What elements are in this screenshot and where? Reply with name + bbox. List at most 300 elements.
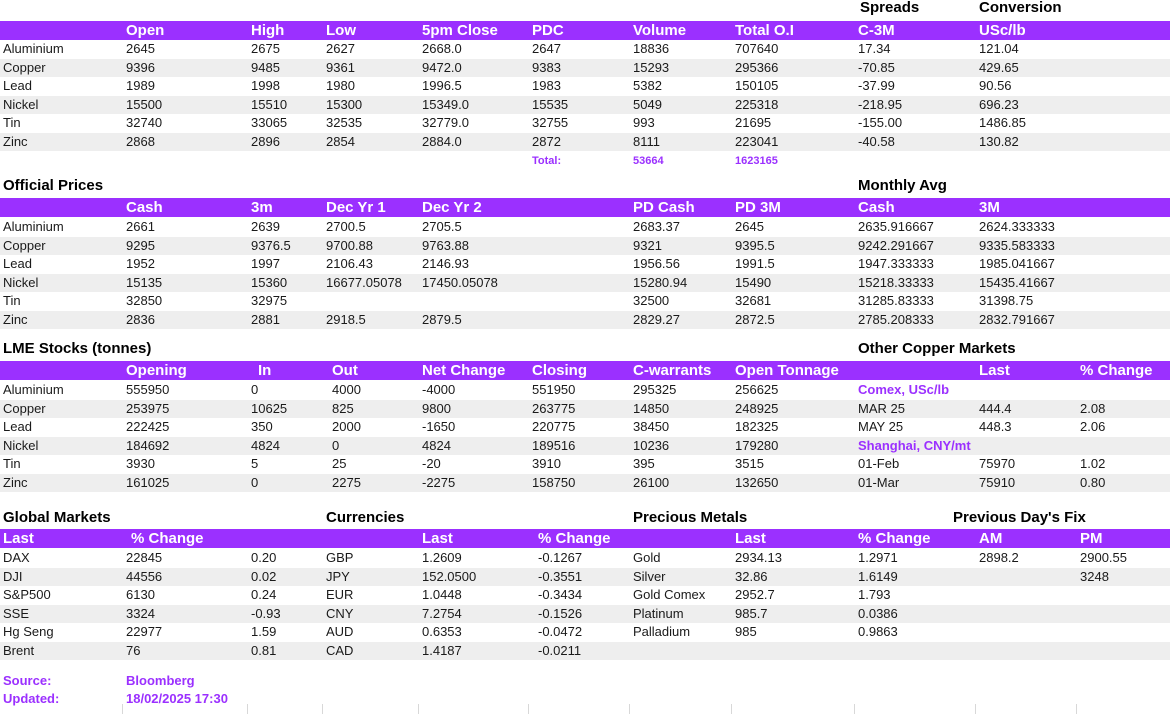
- table-cell: 1952: [126, 256, 155, 271]
- table-cell: 9361: [326, 59, 355, 75]
- table-cell: 10625: [251, 400, 288, 416]
- table-cell: 1985.041667: [979, 256, 1055, 271]
- table-cell: 15293: [633, 59, 670, 75]
- table-cell: 2705.5: [422, 219, 462, 234]
- table-cell-last: 44556: [126, 568, 163, 584]
- table-cell: 31285.83333: [858, 293, 934, 308]
- column-header: Open: [126, 22, 165, 39]
- table-cell: 121.04: [979, 41, 1019, 56]
- table-cell-metal: Silver: [633, 568, 666, 584]
- table-cell: 184692: [126, 437, 170, 453]
- table-cell: 2872.5: [735, 311, 775, 327]
- table-cell-cchg: -0.1267: [538, 550, 583, 565]
- table-cell-chg: 0.81: [251, 642, 277, 658]
- source-label: Source:: [3, 673, 52, 688]
- table-cell: 1991.5: [735, 256, 775, 271]
- table-cell-cchg: -0.0472: [538, 624, 583, 639]
- table-cell: 32535: [326, 115, 363, 130]
- table-cell-mlast: 2934.13: [735, 550, 782, 565]
- metal-name: Lead: [3, 78, 32, 93]
- market-group-label: Comex, USc/lb: [858, 382, 950, 397]
- column-header: % Change: [858, 530, 931, 547]
- metal-name: Nickel: [3, 274, 39, 290]
- table-cell-last: 22977: [126, 624, 163, 639]
- table-row: [0, 455, 1170, 474]
- spreads-title: Spreads: [860, 0, 920, 16]
- column-header: 5pm Close: [422, 22, 498, 39]
- table-row: [0, 237, 1170, 256]
- table-cell: 3910: [532, 456, 561, 471]
- table-row: [0, 437, 1170, 456]
- table-row: [0, 59, 1170, 78]
- metal-name: Nickel: [3, 437, 39, 453]
- table-cell-chg: 0.20: [251, 550, 277, 565]
- table-row: [0, 96, 1170, 115]
- table-cell: 15435.41667: [979, 274, 1055, 290]
- table-row: [0, 586, 1170, 605]
- table-cell: 4824: [422, 437, 451, 453]
- table-cell: 0: [251, 474, 259, 490]
- table-cell: 158750: [532, 474, 576, 490]
- table-cell: 2868: [126, 133, 155, 149]
- table-row: [0, 549, 1170, 568]
- grid-line: [322, 704, 323, 714]
- table-cell-mchg: 1.793: [858, 587, 891, 602]
- table-cell: 18836: [633, 41, 670, 56]
- table-cell: 150105: [735, 78, 779, 93]
- table-cell: 2879.5: [422, 311, 462, 327]
- table-cell: 15510: [251, 96, 288, 112]
- table-cell: -40.58: [858, 133, 895, 149]
- table-cell: 90.56: [979, 78, 1012, 93]
- table-cell: 1997: [251, 256, 280, 271]
- table-cell-pm: 3248: [1080, 568, 1109, 584]
- table-cell: 9242.291667: [858, 237, 934, 253]
- lme-stocks-title: LME Stocks (tonnes): [3, 340, 152, 357]
- column-header: In: [258, 362, 272, 379]
- table-cell: 32975: [251, 293, 288, 308]
- metal-name: Tin: [3, 456, 21, 471]
- table-row: [0, 311, 1170, 330]
- table-cell: 395: [633, 456, 655, 471]
- table-cell: 32740: [126, 115, 163, 130]
- updated-value: 18/02/2025 17:30: [126, 691, 228, 706]
- grid-line: [418, 704, 419, 714]
- table-cell: 2785.208333: [858, 311, 934, 327]
- grid-line: [731, 704, 732, 714]
- column-header: Dec Yr 2: [422, 199, 482, 216]
- table-cell: 263775: [532, 400, 576, 416]
- market-last: 444.4: [979, 400, 1012, 416]
- metal-name: Nickel: [3, 96, 39, 112]
- total-label: Total:: [532, 155, 562, 167]
- table-cell: 9376.5: [251, 237, 291, 253]
- table-cell: 5049: [633, 96, 662, 112]
- table-cell: 32779.0: [422, 115, 469, 130]
- table-cell-clast: 0.6353: [422, 624, 462, 639]
- table-cell-cchg: -0.0211: [538, 642, 582, 658]
- global-markets-title: Global Markets: [3, 509, 111, 526]
- table-cell: 2896: [251, 133, 280, 149]
- market-group-label: Shanghai, CNY/mt: [858, 437, 971, 453]
- table-row: [0, 418, 1170, 437]
- column-header: AM: [979, 530, 1003, 547]
- table-cell: 15349.0: [422, 96, 469, 112]
- table-cell: 10236: [633, 437, 670, 453]
- table-cell: 9335.583333: [979, 237, 1055, 253]
- table-cell: 16677.05078: [326, 274, 402, 290]
- table-row: [0, 623, 1170, 642]
- column-header: 3m: [251, 199, 273, 216]
- source-value: Bloomberg: [126, 673, 195, 688]
- table-row: [0, 77, 1170, 96]
- table-cell-idx: DJI: [3, 568, 23, 584]
- table-cell-mlast: 32.86: [735, 568, 768, 584]
- metal-name: Tin: [3, 293, 21, 308]
- table-cell: 2275: [332, 474, 361, 490]
- table-cell: 161025: [126, 474, 170, 490]
- table-row: [0, 292, 1170, 311]
- table-cell: 551950: [532, 382, 576, 397]
- metal-name: Aluminium: [3, 41, 64, 56]
- column-header: Opening: [126, 362, 187, 379]
- table-cell: 555950: [126, 382, 170, 397]
- table-cell-mchg: 1.2971: [858, 550, 898, 565]
- metal-name: Zinc: [3, 311, 28, 327]
- table-cell-am: 2898.2: [979, 550, 1019, 565]
- table-cell: -37.99: [858, 78, 895, 93]
- table-cell-clast: 152.0500: [422, 568, 477, 584]
- table-cell-mlast: 2952.7: [735, 587, 775, 602]
- table-cell: 14850: [633, 400, 670, 416]
- column-header: PD 3M: [735, 199, 781, 216]
- table-cell: -1650: [422, 419, 456, 434]
- table-row: [0, 114, 1170, 133]
- column-header: % Change: [131, 530, 204, 547]
- table-cell-cur: CNY: [326, 605, 354, 621]
- table-cell: 33065: [251, 115, 288, 130]
- table-cell: 2635.916667: [858, 219, 934, 234]
- table-cell: -4000: [422, 382, 456, 397]
- table-cell: 295366: [735, 59, 779, 75]
- metal-name: Lead: [3, 419, 32, 434]
- table-cell: 9383: [532, 59, 561, 75]
- table-cell: 2884.0: [422, 133, 462, 149]
- column-header: C-warrants: [633, 362, 712, 379]
- table-cell: -20: [422, 456, 441, 471]
- table-cell: 17.34: [858, 41, 891, 56]
- grid-line: [528, 704, 529, 714]
- table-cell: 1989: [126, 78, 155, 93]
- market-contract: 01-Mar: [858, 474, 900, 490]
- table-cell: 222425: [126, 419, 170, 434]
- table-cell: 2854: [326, 133, 355, 149]
- table-cell-cchg: -0.1526: [538, 605, 583, 621]
- table-row: [0, 381, 1170, 400]
- table-row: [0, 568, 1170, 587]
- table-cell: 9763.88: [422, 237, 469, 253]
- market-change: 2.06: [1080, 419, 1106, 434]
- table-cell-mlast: 985.7: [735, 605, 768, 621]
- table-cell: 25: [332, 456, 347, 471]
- market-change: 0.80: [1080, 474, 1106, 490]
- table-cell: 9485: [251, 59, 280, 75]
- table-cell: 9395.5: [735, 237, 775, 253]
- table-cell: 32681: [735, 293, 772, 308]
- table-cell: 2668.0: [422, 41, 462, 56]
- column-header: C-3M: [858, 22, 895, 39]
- table-cell: 220775: [532, 419, 576, 434]
- table-cell: 2881: [251, 311, 280, 327]
- table-row: [0, 255, 1170, 274]
- column-header: % Change: [1080, 362, 1153, 379]
- metal-name: Lead: [3, 256, 32, 271]
- table-cell: 350: [251, 419, 273, 434]
- table-cell: 825: [332, 400, 354, 416]
- table-cell-clast: 1.0448: [422, 587, 462, 602]
- market-contract: 01-Feb: [858, 456, 900, 471]
- table-cell: 4000: [332, 382, 361, 397]
- column-header: Last: [422, 530, 453, 547]
- table-cell: 2645: [735, 219, 764, 234]
- table-cell-cur: CAD: [326, 642, 354, 658]
- table-cell-cchg: -0.3434: [538, 587, 583, 602]
- market-change: 1.02: [1080, 456, 1106, 471]
- table-cell-mchg: 0.0386: [858, 605, 898, 621]
- table-cell: -70.85: [858, 59, 895, 75]
- table-cell-cchg: -0.3551: [538, 568, 583, 584]
- table-cell-pm: 2900.55: [1080, 550, 1127, 565]
- table-cell: 15280.94: [633, 274, 688, 290]
- table-cell: 2683.37: [633, 219, 680, 234]
- table-cell-clast: 1.2609: [422, 550, 462, 565]
- table-cell-chg: 1.59: [251, 624, 277, 639]
- table-cell: -2275: [422, 474, 456, 490]
- table-cell-cur: AUD: [326, 624, 354, 639]
- table-cell: 8111: [633, 133, 660, 149]
- previous-fix-title: Previous Day's Fix: [953, 509, 1086, 526]
- table-cell: 189516: [532, 437, 576, 453]
- table-cell-chg: -0.93: [251, 605, 281, 621]
- table-cell: 32500: [633, 293, 670, 308]
- table-cell: 1996.5: [422, 78, 462, 93]
- table-cell: 429.65: [979, 59, 1019, 75]
- grid-line: [629, 704, 630, 714]
- column-header: Cash: [858, 199, 895, 216]
- table-cell: 9321: [633, 237, 662, 253]
- table-cell: 295325: [633, 382, 677, 397]
- updated-label: Updated:: [3, 691, 60, 706]
- table-cell-clast: 1.4187: [422, 642, 462, 658]
- column-header: Dec Yr 1: [326, 199, 386, 216]
- column-header: Closing: [532, 362, 587, 379]
- table-cell: 17450.05078: [422, 274, 498, 290]
- table-cell: 2000: [332, 419, 361, 434]
- table-cell: 32755: [532, 115, 569, 130]
- prices-header-row: [0, 21, 1170, 40]
- column-header: Last: [979, 362, 1010, 379]
- monthly-avg-title: Monthly Avg: [858, 177, 947, 194]
- table-cell-chg: 0.02: [251, 568, 277, 584]
- table-cell: 256625: [735, 382, 779, 397]
- table-cell: 225318: [735, 96, 779, 112]
- table-cell: 5382: [633, 78, 662, 93]
- other-copper-title: Other Copper Markets: [858, 340, 1016, 357]
- table-cell: 1486.85: [979, 115, 1026, 130]
- table-cell: 179280: [735, 437, 779, 453]
- table-row: [0, 400, 1170, 419]
- table-cell-cur: GBP: [326, 550, 354, 565]
- metal-name: Aluminium: [3, 382, 64, 397]
- table-cell: 21695: [735, 115, 772, 130]
- table-cell-last: 22845: [126, 550, 163, 565]
- grid-line: [247, 704, 248, 714]
- column-header: USc/lb: [979, 22, 1026, 39]
- table-cell: 2645: [126, 41, 155, 56]
- table-cell: 15490: [735, 274, 772, 290]
- table-cell: 15218.33333: [858, 274, 934, 290]
- grid-line: [122, 704, 123, 714]
- table-cell: 696.23: [979, 96, 1019, 112]
- grid-line: [854, 704, 855, 714]
- table-cell-idx: Brent: [3, 642, 35, 658]
- table-cell-idx: SSE: [3, 605, 30, 621]
- table-cell: 2836: [126, 311, 155, 327]
- column-header: PDC: [532, 22, 564, 39]
- total-oi: 1623165: [735, 155, 778, 167]
- official-header-row: [0, 198, 1170, 217]
- metal-name: Zinc: [3, 474, 28, 490]
- market-last: 75910: [979, 474, 1016, 490]
- table-cell: 9472.0: [422, 59, 462, 75]
- table-cell-cur: EUR: [326, 587, 354, 602]
- table-cell: 248925: [735, 400, 779, 416]
- table-cell: 0: [251, 382, 259, 397]
- market-last: 448.3: [979, 419, 1012, 434]
- table-cell: 15300: [326, 96, 363, 112]
- table-cell: 2872: [532, 133, 561, 149]
- table-row: [0, 474, 1170, 493]
- column-header: Low: [326, 22, 356, 39]
- table-cell: 32850: [126, 293, 163, 308]
- metal-name: Tin: [3, 115, 21, 130]
- precious-metals-title: Precious Metals: [633, 509, 748, 526]
- table-cell: 1980: [326, 78, 355, 93]
- table-cell: 15360: [251, 274, 288, 290]
- table-cell: 2700.5: [326, 219, 366, 234]
- table-cell: 3930: [126, 456, 155, 471]
- table-cell: 1947.333333: [858, 256, 934, 271]
- table-cell: -218.95: [858, 96, 903, 112]
- table-cell: 9295: [126, 237, 155, 253]
- column-header: Open Tonnage: [735, 362, 839, 379]
- table-cell: 993: [633, 115, 655, 130]
- table-cell-last: 3324: [126, 605, 155, 621]
- column-header: Net Change: [422, 362, 506, 379]
- table-row: [0, 133, 1170, 152]
- market-change: 2.08: [1080, 400, 1106, 416]
- column-header: 3M: [979, 199, 1000, 216]
- table-cell-cur: JPY: [326, 568, 350, 584]
- table-cell-metal: Platinum: [633, 605, 684, 621]
- table-cell: -155.00: [858, 115, 903, 130]
- table-cell: 253975: [126, 400, 170, 416]
- table-cell-mchg: 0.9863: [858, 624, 898, 639]
- table-cell: 4824: [251, 437, 280, 453]
- column-header: Last: [735, 530, 766, 547]
- table-cell: 2639: [251, 219, 280, 234]
- table-cell: 15535: [532, 96, 569, 112]
- table-cell: 223041: [735, 133, 779, 149]
- column-header: PM: [1080, 530, 1103, 547]
- table-cell-metal: Palladium: [633, 624, 691, 639]
- table-cell-metal: Gold Comex: [633, 587, 706, 602]
- column-header: PD Cash: [633, 199, 695, 216]
- metal-name: Aluminium: [3, 219, 64, 234]
- table-cell-clast: 7.2754: [422, 605, 462, 621]
- table-cell-idx: S&P500: [3, 587, 51, 602]
- table-cell: 2146.93: [422, 256, 469, 271]
- table-row: [0, 642, 1170, 661]
- market-last: 75970: [979, 456, 1016, 471]
- table-cell: 15500: [126, 96, 163, 112]
- table-cell-mlast: 985: [735, 624, 757, 639]
- metal-name: Copper: [3, 59, 46, 75]
- table-cell: 2627: [326, 41, 355, 56]
- table-row: [0, 274, 1170, 293]
- table-cell: 1983: [532, 78, 561, 93]
- table-cell-idx: Hg Seng: [3, 624, 54, 639]
- metal-name: Copper: [3, 237, 46, 253]
- table-cell: 182325: [735, 419, 779, 434]
- table-cell: 1998: [251, 78, 280, 93]
- table-cell: 707640: [735, 41, 779, 56]
- table-cell: 132650: [735, 474, 779, 490]
- table-cell: 2829.27: [633, 311, 680, 327]
- column-header: Cash: [126, 199, 163, 216]
- column-header: Last: [3, 530, 34, 547]
- table-cell: 2675: [251, 41, 280, 56]
- table-cell: 2661: [126, 219, 155, 234]
- table-cell: 15135: [126, 274, 163, 290]
- conversion-title: Conversion: [979, 0, 1062, 16]
- grid-line: [1076, 704, 1077, 714]
- table-cell: 9800: [422, 400, 451, 416]
- column-header: Volume: [633, 22, 687, 39]
- table-cell-chg: 0.24: [251, 587, 277, 602]
- official-prices-title: Official Prices: [3, 177, 104, 194]
- market-contract: MAR 25: [858, 400, 905, 416]
- total-volume: 53664: [633, 155, 664, 167]
- table-cell-metal: Gold: [633, 550, 661, 565]
- column-header: Total O.I: [735, 22, 794, 39]
- table-cell: 38450: [633, 419, 670, 434]
- column-header: Out: [332, 362, 358, 379]
- table-cell-mchg: 1.6149: [858, 568, 898, 584]
- table-cell: 2624.333333: [979, 219, 1055, 234]
- table-cell: 31398.75: [979, 293, 1034, 308]
- table-cell-last: 6130: [126, 587, 155, 602]
- table-cell-last: 76: [126, 642, 141, 658]
- currencies-title: Currencies: [326, 509, 405, 526]
- table-cell: 130.82: [979, 133, 1019, 149]
- market-contract: MAY 25: [858, 419, 904, 434]
- table-cell: 2106.43: [326, 256, 373, 271]
- table-cell: 2647: [532, 41, 561, 56]
- grid-line: [975, 704, 976, 714]
- table-cell: 0: [332, 437, 340, 453]
- table-cell: 3515: [735, 456, 764, 471]
